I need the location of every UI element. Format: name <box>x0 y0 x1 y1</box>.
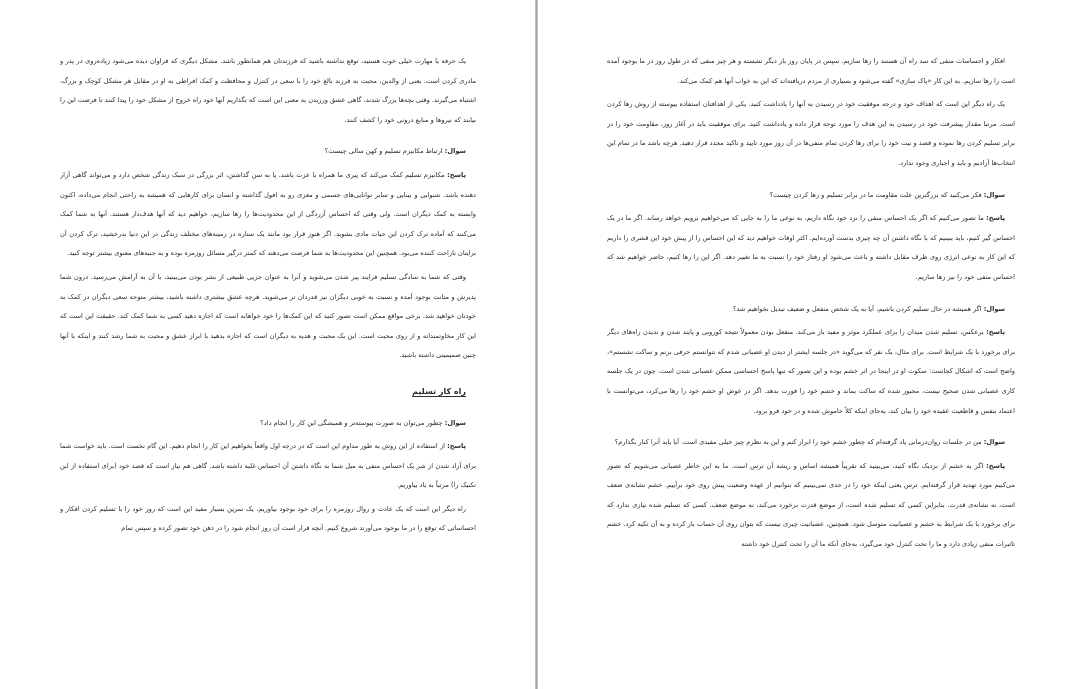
answer-text: ما تصور می‌کنیم که اگر یک احساس منفی را نزد خود نگاه داریم، به نوعی ما را به جایی که می‌خواهیم برویم خواهد رساند. اگر ما در یک احساس گیر کنیم، باید ببینیم که با نگاه داشتن آن چه چیزی بدست آورده‌ایم. اکثر اوقات خواهیم دید که این احساس را از پیش خود این قشری را داریم که این کار به نوعی انرژی روی طرف مقابل داشته و باعث می‌شود او رفتار خود را نسبت به ما تغییر دهد. اگر این را رها کنیم، حاضر خواهیم شد که احساس منفی خود را نیز رها سازیم. <box>607 214 1015 281</box>
answer-text: مکانیزم تسلیم کمک می‌کند که پیری ما همراه با عزت باشد. پا به سن گذاشتن، اثر بزرگی در سبک زندگی شخص دارد و می‌تواند گاهی آزار دهنده باشد. شنوایی و بینایی و سایر توانایی‌های جسمی و مغزی رو به افول گذاشته و انسان برای کارهایی که همیشه به راحتی انجام می‌داده، اکنون وابسته به کمک دیگران است. ولی وقتی که احساس آزردگی از این محدودیت‌ها را رها سازیم، خواهیم دید که آنها هدف‌دار هستند. آنها به شما کمک می‌کنند که آماده ترک کردن این حیات مادی بشوید. اگر هنوز قرار بود مانند یک ستاره در زمینه‌های مختلف زندگی در این دنیا بدرخشید، ترک کردن آن برایتان ناراحت کننده می‌بود. همچنین این محدودیت‌ها به شما فرصت می‌دهند که کمتر درگیر مسائل روزمره بوده و به جنبه‌های معنوی بیشتر توجه کنید. <box>60 170 476 258</box>
question-label: سوال: <box>444 147 466 156</box>
right-page <box>607 52 1015 637</box>
question-label: سوال: <box>983 190 1005 199</box>
question <box>607 300 1015 320</box>
answer-text: اگر به خشم از نزدیک نگاه کنید، می‌بینید که تقریباً همیشه اساس و ریشه آن ترس است. ما به این خاطر عصبانی می‌شویم که تصور می‌کنیم مورد تهدید قرار گرفته‌ایم. ترس یعنی اینکه خود را در حدی نمی‌بینیم که بتوانیم از عهده وضعیت پیش روی خود برآییم. خشم نشانه‌ی ضعف است، نه نشانه‌ی قدرت. بنابراین کسی که تسلیم شده است، از موضع قدرت برخورد می‌کند، نه موضع ضعف. کسی که تسلیم شده نیازی ندارد که برای برخورد با یک شرایط به خشم و عصبانیت متوسل شود. همچنین، عصبانیت چیزی نیست که بتوان روی آن حساب باز کرده و به آن تکیه کرد. خشم تاثیرات منفی زیادی دارد و ما را تحت کنترل خود می‌گیرد، به‌جای آنکه ما آن را تحت کنترل خود داشته <box>607 461 1015 549</box>
answer-text: برعکس، تسلیم شدن میدان را برای عملکرد موثر و مفید باز می‌کند. منفعل بودن معمولاً نتیجه کوروبی و پایند شدن و ندیدن راه‌های دیگر برای برخورد با یک شرایط است. برای مثال، یک نفر که می‌گوید «در جلسه ایشتر از دیدن او عصبانی شدم که نتوانستم حرفی بزنم و ساکت نشستم»، واضح است که اشکال کجاست: سکوت او در اینجا در اثر خشم بوده و این تصور که تنها پاسخ احساسی ممکن عصبانی شدن است. چون در یک جلسه کاری عصبانی شدن صحیح نیست، مجبور شده که ساکت بماند و خشم خود را فورت بدهد. اگر در عوض او خشم خود را رها می‌کرد، می‌توانست با اعتماد بنفس و قاطعیت عقیده خود را بیان کند، به‌جای اینکه کلاً خاموش شده و در خود فرو برود. <box>607 328 1015 415</box>
page-gutter <box>535 0 538 689</box>
paragraph: یک راه دیگر این است که اهداف خود و درجه موفقیت خود در رسیدن به آنها را یادداشت کنید. یکی از اهدافتان استفاده پیوسته از روش رها کردن است. مرتبا مقدار پیشرفت خود در رسیدن به این هدف را مورد توجه قرار داده و یادداشت کنید. برای موفقیت باید در آغاز روز، مقاومت خود را در برابر تسلیم کردن رها نموده و قصد و نیت خود را برای رها کردن تمام منفی‌ها در آن روز مورد تایید و تاکید مجدد قرار دهید. هرچه باشد ما در تمام این انتخاب‌ها آزادیم و باید و اجباری وجود ندارد. <box>607 100 1015 167</box>
answer <box>60 437 476 496</box>
answer-text: از استفاده از این روش به طور مداوم این است که در درجه اول واقعاً بخواهیم این کار را انجام دهیم. این گام نخست است. باید خواست شما برای آزاد شدن از شر یک احساس منفی به میل شما به نگاه داشتن آن احساس غلبه داشته باشد. گاهی هم نیاز است که قصد خود (برای استفاده از این تکنیک را) مرتباً به یاد بیاوریم. <box>60 442 476 490</box>
question-label: سوال: <box>444 418 466 427</box>
answer <box>60 166 476 264</box>
section-heading-text: راه کار تسلیم <box>412 386 466 396</box>
paragraph: وقتی که شما به سادگی تسلیم فرایند پیر شدن می‌شوید و آنرا به عنوان جزیی طبیعی از بشر بودن می‌بینید، با آن به آرامش می‌رسید. درون شما پذیرش و متانت بوجود آمده و نسبت به خوبی دیگران نیز قدردان تر می‌شوید. هرچه عشق بیشتری داشته باشید، بیشتر متوجه سعی دیگران در کمک به خودتان خواهید شد. برخی مواقع ممکن است تصور کنید که این کمک‌ها را خود خواهانه است که اجازه دهید کسی به شما کمک کند. حقیقت این است که این کار مخاوتمندانه و از روی محبت است. این یک محبت و هدیه به دیگران است که اجازه بدهید با ابراز عشق و محبت به شما رشد کنند و اینکه با آنها چنین صمیمیتی داشته باشید. <box>60 272 476 360</box>
question <box>607 433 1015 453</box>
question-label: سوال: <box>983 438 1005 447</box>
question <box>60 142 476 162</box>
question-text: اگر همیشه در حال تسلیم کردن باشیم، آیا به یک شخص منفعل و ضعیف تبدیل نخواهیم شد؟ <box>732 304 982 313</box>
question <box>607 186 1015 206</box>
answer <box>607 209 1015 287</box>
paragraph: راه دیگر این است که یک عادت و روال روزمره را برای خود بوجود بیاوریم. یک تمرین بسیار مفید این است که روز خود را با تسلیم کردن افکار و احساساتی که توقع را در ما بوجود می‌آورند شروع کنیم. آنچه قرار است آن روز انجام شود را در ذهن خود تصور کرده و سپس تمام <box>60 504 476 533</box>
answer <box>607 323 1015 421</box>
question <box>60 414 476 434</box>
answer-label: پاسخ: <box>447 442 466 451</box>
question-label: سوال: <box>983 304 1005 313</box>
question-text: چطور می‌توان به صورت پیوسته‌تر و همیشگی این کار را انجام داد؟ <box>260 418 443 427</box>
left-page <box>60 52 476 600</box>
answer-label: پاسخ: <box>986 461 1005 470</box>
paragraph: افکار و احساسات منفی که سد راه آن هستند را رها سازیم. سپس در پایان روز باز دیگر نشسته و هر چیز منفی که در طول روز در ما بوجود آمده است را رها سازیم. به این کار «پاک سازی» گفته می‌شود و بسیاری از مردم دریافته‌اند که این به خواب آنها هم کمک می‌کند. <box>607 57 1015 85</box>
answer <box>607 457 1015 555</box>
answer-label: پاسخ: <box>447 170 466 179</box>
question-text: ارتباط مکانیزم تسلیم و کهن سالی چیست؟ <box>324 147 443 156</box>
answer-label: پاسخ: <box>986 328 1005 337</box>
section-heading <box>60 382 476 402</box>
answer-label: پاسخ: <box>986 214 1005 223</box>
question-text: فکر می‌کنید که بزرگترین علت مقاومت ما در برابر تسلیم و رها کردن چیست؟ <box>769 190 982 199</box>
paragraph: یک حرفه یا مهارت خیلی خوب هستید، توقع نداشته باشید که فرزندتان هم همانطور باشد. مشکل دیگری که فراوان دیده می‌شود زیاده‌روی در پدر و مادری کردن است. یعنی از والدین، محبت به فرزند بالغ خود را با سعی در کنترل و محافظت و کمک افراطی به او در مقابل هر مشکل کوچک و بزرگ، اشتباه می‌گیرند. وقتی بچه‌ها بزرگ شدند، گاهی عشق ورزیدن به معنی این است که بگذاریم آنها خود راه خروج از مشکل خود را پیدا کنند تا فرصت این را بیابند که نیروها و منابع درونی خود را کشف کنند. <box>60 57 476 124</box>
question-text: من در جلسات روان‌درمانی یاد گرفته‌ام که چطور خشم خود را ابراز کنم و این به نظرم چیز خیلی مفیدی است. آیا باید آنرا کنار بگذارم؟ <box>614 438 982 447</box>
